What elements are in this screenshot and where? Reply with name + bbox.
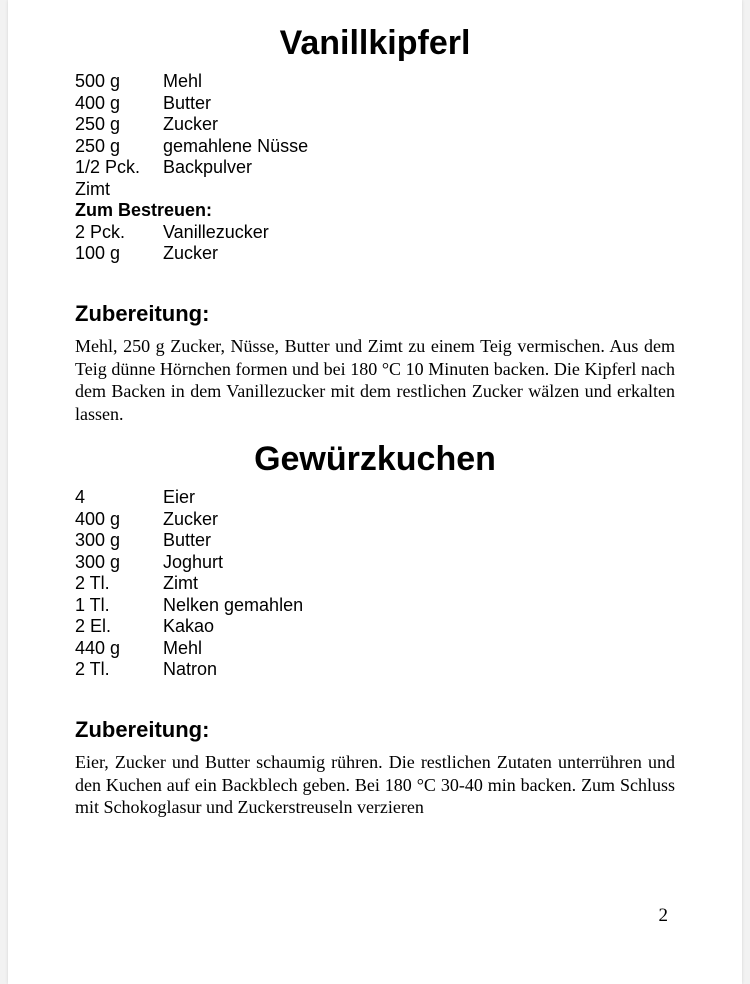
ingredient-qty: 2 Pck. [75, 221, 126, 242]
ingredient-qty: 440 g [75, 637, 121, 658]
ingredient-row [75, 659, 675, 681]
ingredient-row [75, 114, 675, 136]
ingredient-name: Joghurt [163, 551, 224, 572]
topping-row [75, 222, 675, 244]
ingredient-name [163, 179, 675, 201]
recipe-title-vanillkipferl: Vanillkipferl [279, 24, 471, 62]
prep-text-gewuerzkuchen: Eier, Zucker und Butter schaumig rühren. Die restlichen Zutaten unterrühren und den Kuchen auf ein Backblech geben. Bei 180 °C 30-40 min backen. Zum Schluss mit Schokoglasur und Zuckerstreuseln verzieren [75, 752, 675, 817]
ingredient-list-vanillkipferl [75, 71, 675, 265]
ingredient-qty: 250 g [75, 135, 121, 156]
ingredient-row [75, 487, 675, 509]
page-number: 2 [658, 905, 668, 926]
topping-heading: Zum Bestreuen: [75, 200, 213, 220]
ingredient-qty: 1/2 Pck. [75, 157, 141, 177]
ingredient-list-gewuerzkuchen [75, 487, 675, 681]
ingredient-row [75, 157, 675, 179]
ingredient-qty: 500 g [75, 71, 121, 91]
ingredient-row [75, 71, 675, 93]
recipe-title-gewuerzkuchen: Gewürzkuchen [254, 440, 496, 478]
prep-text-vanillkipferl: Mehl, 250 g Zucker, Nüsse, Butter und Zimt zu einem Teig vermischen. Aus dem Teig dünne Hörnchen formen und bei 180 °C 10 Minuten backen. Die Kipferl nach dem Backen in dem Vanillezucker mit dem restlichen Zucker wälzen und erkalten lassen. [75, 336, 675, 424]
document-page [8, 0, 742, 984]
ingredient-name: Butter [163, 92, 212, 113]
ingredient-row [75, 616, 675, 638]
ingredient-row [75, 595, 675, 617]
topping-row [75, 243, 675, 265]
ingredient-row [75, 552, 675, 574]
ingredient-name: Backpulver [163, 157, 253, 177]
ingredient-row [75, 638, 675, 660]
ingredient-qty: 250 g [75, 114, 121, 134]
ingredient-qty: 1 Tl. [75, 594, 110, 615]
ingredient-qty: 300 g [75, 530, 121, 550]
ingredient-row [75, 136, 675, 158]
ingredient-name: Zucker [163, 114, 219, 134]
ingredient-name: Zimt [163, 573, 198, 593]
ingredient-name: Mehl [163, 637, 203, 658]
ingredient-name: Nelken gemahlen [163, 594, 304, 615]
ingredient-qty: 400 g [75, 508, 121, 529]
ingredient-qty: 100 g [75, 243, 121, 263]
ingredient-qty: 2 El. [75, 616, 112, 636]
ingredient-row [75, 530, 675, 552]
ingredient-name: Vanillezucker [163, 221, 269, 242]
ingredient-qty: 2 Tl. [75, 573, 110, 593]
ingredient-name: Mehl [163, 71, 203, 91]
ingredient-name: Butter [163, 530, 212, 550]
ingredient-row [75, 93, 675, 115]
ingredient-name: Zucker [163, 243, 219, 263]
ingredient-name: Kakao [163, 616, 215, 636]
ingredient-qty: 300 g [75, 551, 121, 572]
ingredient-qty: Zimt [75, 178, 110, 199]
ingredient-qty: 400 g [75, 92, 121, 113]
ingredient-name: Natron [163, 659, 218, 679]
prep-heading-vanillkipferl: Zubereitung: [75, 301, 210, 326]
ingredient-name: gemahlene Nüsse [163, 135, 309, 156]
prep-heading-gewuerzkuchen: Zubereitung: [75, 717, 210, 742]
ingredient-qty: 4 [75, 487, 86, 507]
ingredient-name: Zucker [163, 508, 219, 529]
ingredient-row [75, 509, 675, 531]
ingredient-name: Eier [163, 487, 196, 507]
ingredient-row [75, 179, 675, 201]
ingredient-row [75, 573, 675, 595]
ingredient-qty: 2 Tl. [75, 659, 110, 679]
